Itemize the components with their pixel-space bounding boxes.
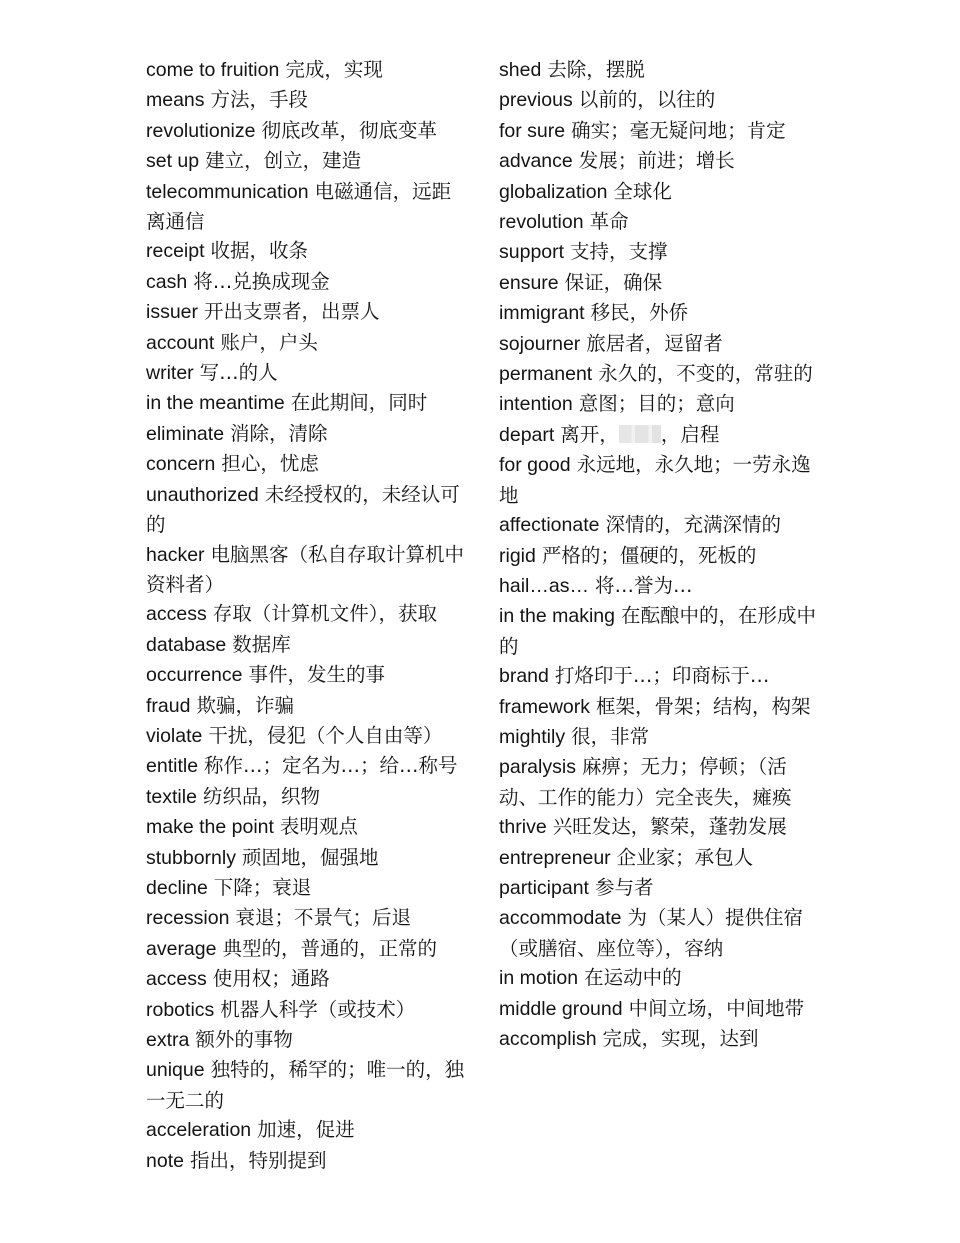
vocab-definition: 麻痹；无力；停顿；（活动、工作的能力）完全丧失，瘫痪 (499, 755, 792, 809)
vocab-entry (499, 692, 821, 722)
vocab-term: for sure (499, 119, 566, 142)
vocab-term: immigrant (499, 302, 585, 325)
vocab-definition: 担心，忧虑 (221, 452, 319, 476)
vocab-entry (146, 55, 470, 85)
vocab-entry (146, 843, 470, 873)
vocab-entry (499, 1024, 821, 1054)
vocab-term: eliminate (146, 422, 225, 445)
vocab-entry (146, 419, 470, 449)
vocab-definition: 打烙印于…；印商标于… (554, 664, 770, 688)
vocab-entry (499, 722, 821, 752)
vocab-definition-tail: ，启程 (660, 422, 720, 446)
vocab-definition: 表明观点 (279, 815, 358, 839)
vocab-definition: 下降；衰退 (213, 875, 312, 899)
vocab-term: writer (146, 362, 194, 385)
vocab-entry (146, 358, 470, 388)
vocab-entry (146, 812, 470, 842)
vocab-term: entitle (146, 755, 199, 778)
vocab-term: receipt (146, 240, 205, 263)
vocab-definition: 支持，支撑 (570, 240, 668, 264)
vocab-entry (499, 510, 821, 540)
vocab-term: intention (499, 393, 573, 416)
vocab-term: in the making (499, 605, 615, 628)
vocab-entry (499, 359, 821, 389)
vocab-term: accomplish (499, 1028, 597, 1050)
vocab-definition: 消除，清除 (230, 421, 328, 445)
vocab-entry (146, 297, 470, 327)
vocab-term: unique (146, 1059, 205, 1082)
vocab-entry (499, 661, 821, 691)
vocab-entry (499, 812, 821, 842)
vocab-term: brand (499, 665, 549, 688)
vocab-definition: 独特的，稀罕的；唯一的，独一无二的 (146, 1058, 465, 1112)
vocab-term: fraud (146, 694, 191, 717)
vocab-entry (499, 601, 821, 661)
vocab-term: for good (499, 454, 571, 477)
vocab-term: middle ground (499, 997, 623, 1020)
vocab-entry (499, 237, 821, 267)
vocab-term: violate (146, 724, 203, 747)
vocab-definition: 完成，实现，达到 (602, 1027, 759, 1050)
vocab-entry (146, 388, 470, 418)
vocab-term: revolution (499, 211, 584, 234)
vocab-entry (146, 236, 470, 266)
vocab-definition: 彻底改革，彻底变革 (261, 118, 437, 142)
vocab-term: stubbornly (146, 846, 236, 869)
vocab-entry (499, 298, 821, 328)
vocab-term: note (146, 1149, 184, 1172)
vocab-entry (499, 903, 821, 963)
vocab-term: means (146, 89, 205, 112)
vocab-entry (499, 389, 821, 419)
vocab-term: depart (499, 423, 555, 446)
vocab-entry (499, 450, 821, 510)
vocab-term: affectionate (499, 514, 600, 537)
vocab-definition: 写…的人 (199, 361, 278, 385)
vocab-definition: 在酝酿中的，在形成中的 (499, 604, 816, 658)
vocab-definition: 纺织品，织物 (202, 784, 320, 808)
vocab-definition: 指出，特别提到 (189, 1148, 327, 1172)
vocab-term: extra (146, 1029, 190, 1051)
vocab-definition: 将…誉为… (594, 573, 693, 597)
vocab-entry (146, 328, 470, 358)
vocab-term: acceleration (146, 1119, 252, 1142)
vocab-definition: 事件，发生的事 (248, 663, 385, 687)
vocab-entry (499, 55, 821, 85)
vocab-entry (146, 934, 470, 964)
vocab-term: framework (499, 695, 591, 718)
vocab-entry (499, 329, 821, 359)
vocab-term: hail…as… (499, 574, 589, 597)
vocab-entry (146, 1055, 470, 1115)
vocab-definition: 兴旺发达，繁荣，蓬勃发展 (552, 815, 787, 839)
vocab-entry (146, 449, 470, 479)
vocab-entry (146, 480, 470, 540)
vocab-term: previous (499, 89, 573, 112)
vocab-entry (146, 1025, 470, 1055)
vocab-entry (146, 85, 470, 115)
vocab-entry (146, 177, 470, 237)
vocab-term: make the point (146, 816, 274, 839)
vocab-term: decline (146, 876, 208, 899)
vocab-entry (146, 630, 470, 660)
vocab-entry (146, 267, 470, 297)
vocab-entry (146, 1146, 470, 1176)
vocab-entry (499, 571, 821, 601)
vocab-entry (499, 207, 821, 237)
vocab-term: advance (499, 150, 573, 173)
vocab-definition: 为（某人）提供住宿（或膳宿、座位等），容纳 (499, 906, 803, 960)
vocabulary-column-left (146, 55, 470, 1176)
vocab-definition: 额外的事物 (195, 1028, 293, 1051)
vocab-definition: 旅居者，逗留者 (586, 331, 723, 355)
vocab-definition: 加速，促进 (257, 1118, 355, 1142)
vocab-entry (146, 599, 470, 629)
vocab-term: globalization (499, 180, 608, 203)
vocab-definition: 典型的，普通的，正常的 (222, 936, 437, 960)
vocab-term: concern (146, 453, 216, 476)
vocab-definition: 机器人科学（或技术） (220, 997, 416, 1021)
vocab-term: in the meantime (146, 392, 285, 415)
vocab-term: recession (146, 907, 230, 930)
vocab-definition: 永远地，永久地；一劳永逸地 (499, 453, 811, 507)
vocab-definition: 称作…；定名为…；给…称号 (204, 754, 458, 778)
vocab-term: telecommunication (146, 180, 309, 203)
vocab-entry (146, 903, 470, 933)
vocab-entry (499, 146, 821, 176)
vocab-definition: 电脑黑客（私自存取计算机中资料者） (146, 542, 465, 596)
vocab-term: issuer (146, 301, 199, 324)
vocab-definition: 顽固地，倔强地 (241, 845, 379, 869)
vocab-definition: 在此期间，同时 (290, 391, 428, 415)
vocab-term: database (146, 633, 227, 656)
vocab-term: occurrence (146, 664, 243, 687)
vocab-term: come to fruition (146, 59, 280, 81)
vocab-term: access (146, 603, 207, 626)
vocab-term: cash (146, 270, 188, 293)
vocab-definition: 未经授权的，未经认可的 (146, 482, 460, 537)
vocab-entry (146, 116, 470, 146)
vocab-term: sojourner (499, 332, 581, 355)
vocab-definition: 意图；目的；意向 (578, 392, 735, 416)
vocab-term: access (146, 968, 207, 991)
vocab-entry (146, 964, 470, 994)
vocab-definition: 全球化 (613, 179, 672, 203)
vocab-entry (146, 660, 470, 690)
vocab-definition: 方法，手段 (210, 88, 309, 112)
vocab-entry (146, 873, 470, 903)
vocab-entry (499, 752, 821, 812)
vocab-term: unauthorized (146, 483, 259, 506)
vocab-definition: 衰退；不景气；后退 (235, 906, 411, 930)
vocab-definition: 存取（计算机文件），获取 (212, 602, 437, 626)
vocab-definition: 建立，创立，建造 (205, 149, 362, 173)
vocab-definition: 参与者 (594, 875, 654, 899)
vocab-term: average (146, 937, 217, 960)
vocab-entry (499, 873, 821, 903)
redacted-text-blur (619, 425, 661, 443)
vocab-term: mightily (499, 725, 566, 748)
vocab-definition: 数据库 (232, 632, 291, 656)
vocab-definition: 去除，摆脱 (547, 58, 645, 81)
vocab-term: accommodate (499, 907, 622, 930)
vocab-entry (146, 691, 470, 721)
vocab-entry (146, 1115, 470, 1145)
vocab-definition: 账户，户头 (220, 330, 318, 354)
vocab-definition: 中间立场，中间地带 (628, 996, 805, 1020)
vocab-definition: 框架，骨架；结构，构架 (596, 694, 811, 718)
vocab-term: permanent (499, 363, 593, 386)
vocab-definition: 开出支票者，出票人 (204, 300, 380, 324)
vocab-definition: 永久的，不变的，常驻的 (598, 362, 813, 386)
vocab-definition: 干扰，侵犯（个人自由等） (208, 723, 443, 747)
vocab-term: rigid (499, 544, 536, 567)
vocab-definition: 企业家；承包人 (616, 845, 754, 869)
vocab-term: ensure (499, 271, 559, 294)
vocab-term: revolutionize (146, 119, 256, 142)
vocab-definition: 严格的；僵硬的，死板的 (541, 543, 757, 567)
vocab-term: hacker (146, 543, 205, 566)
vocab-entry (146, 782, 470, 812)
vocab-entry (499, 85, 821, 115)
vocab-definition: 在运动中的 (584, 966, 682, 990)
vocab-entry (146, 751, 470, 781)
vocab-entry (146, 995, 470, 1025)
vocab-entry (146, 146, 470, 176)
vocab-definition: 移民，外侨 (590, 301, 689, 325)
vocab-definition: 保证，确保 (564, 270, 663, 294)
vocab-entry (499, 420, 821, 450)
vocab-definition: 以前的，以往的 (578, 88, 716, 112)
vocab-definition: 发展；前进；增长 (578, 149, 735, 173)
vocab-entry (499, 843, 821, 873)
vocab-definition: 很，非常 (571, 724, 650, 748)
vocab-definition: 收据，收条 (210, 239, 309, 263)
vocab-definition: 深情的，充满深情的 (605, 513, 781, 537)
vocab-definition: 使用权；通路 (212, 967, 330, 991)
vocab-entry (499, 268, 821, 298)
vocab-term: account (146, 331, 215, 354)
vocab-term: textile (146, 785, 197, 808)
vocabulary-column-right (499, 55, 821, 1054)
vocab-term: support (499, 241, 565, 264)
vocab-definition: 完成，实现 (285, 58, 383, 81)
vocab-definition: 确实；毫无疑问地；肯定 (571, 118, 786, 142)
vocab-term: paralysis (499, 756, 576, 779)
vocab-entry (146, 721, 470, 751)
vocab-term: in motion (499, 967, 579, 990)
vocab-definition: 离开， (560, 422, 619, 446)
vocab-term: shed (499, 59, 542, 81)
vocab-entry (499, 177, 821, 207)
vocab-term: participant (499, 876, 589, 899)
vocab-term: thrive (499, 816, 547, 839)
vocab-definition: 电磁通信，远距离通信 (146, 179, 452, 234)
vocab-entry (499, 994, 821, 1024)
vocab-entry (499, 963, 821, 993)
vocab-definition: 革命 (589, 210, 629, 234)
vocab-definition: 将…兑换成现金 (193, 269, 330, 293)
vocab-definition: 欺骗，诈骗 (196, 693, 294, 717)
vocab-entry (499, 541, 821, 571)
vocab-term: set up (146, 150, 200, 173)
vocab-entry (499, 116, 821, 146)
vocab-entry (146, 540, 470, 600)
vocab-term: robotics (146, 998, 215, 1021)
vocab-term: entrepreneur (499, 846, 611, 869)
